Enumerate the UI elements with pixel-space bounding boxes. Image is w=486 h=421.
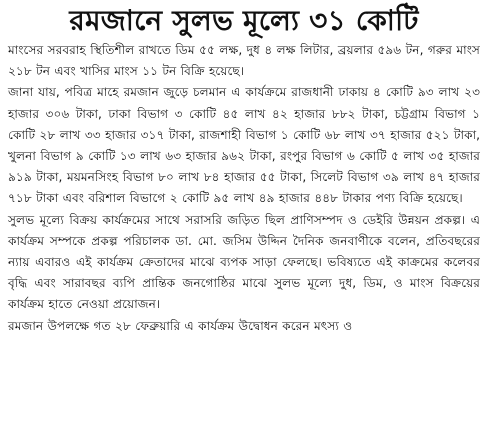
article-body bbox=[8, 40, 480, 337]
paragraph-division-sales: জানা যায়, পবিত্র মাহে রমজান জুড়ে চলমান এ কার্যক্রমে রাজধানী ঢাকায় ৪ কোটি ৯৩ লাখ ২৩ হাজার ৩০৬ টাকা, ঢাকা বিভাগ ৩ কোটি ৪৫ লাখ ৪২ হাজার ৮৮২ টাকা, চট্টগ্রাম বিভাগ ১ কোটি ২৮ লাখ ৩৩ হাজার ৩১৭ টাকা, রাজশাহী বিভাগ ১ কোটি ৬৮ লাখ ৩৭ হাজার ৫২১ টাকা, খুলনা বিভাগ ৯ কোটি ১৩ লাখ ৬৩ হাজার ৯৬২ টাকা, রংপুর বিভাগ ৬ কোটি ৫ লাখ ৩৫ হাজার ৯১৯ টাকা, ময়মনসিংহ বিভাগ ৮০ লাখ ৮৪ হাজার ৫৫ টাকা, সিলেট বিভাগ ৩৯ লাখ ৪৭ হাজার ৭১৮ টাকা এবং বরিশাল বিভাগে ২ কোটি ৯৫ লাখ ৪৯ হাজার ৪৪৮ টাকার পণ্য বিক্রি হয়েছে। bbox=[8, 85, 480, 206]
article-headline: রমজানে সুলভ মূল্যে ৩১ কোটি bbox=[69, 4, 419, 37]
paragraph-project-comment: সুলভ মূল্যে বিক্রয় কার্যক্রমের সাথে সরাসরি জড়িত ছিল প্রাণিসম্পদ ও ডেইরি উন্নয়ন প্রকল্প। এ কার্যক্রম সম্পকে প্রকল্প পরিচালক ডা. মো. জসিম উদ্দিন দৈনিক জনবাণীকে বলেন, প্রতিবছরের ন্যায় এবারও এই কার্যক্রম ক্রেতাদের মাঝে ব্যপক সাড়া ফেলছে। ভবিষ্যতে এই কাক্রমের কলেবর বৃদ্ধি এবং সারাবছর ব্যপি প্রান্তিক জনগোষ্ঠির মাঝে সুলভ মূল্যে দুধ, ডিম, ও মাংস বিক্রয়ের কার্যক্রম হাতে নেওয়া প্রয়োজন। bbox=[8, 212, 480, 312]
paragraph-supply: মাংসের সরবরাহ স্থিতিশীল রাখতে ডিম ৫৫ লক্ষ, দুধ ৪ লক্ষ লিটার, ব্রয়লার ৫৯৬ টন, গরুর মাংস ২১৮ টন এবং খাসির মাংস ১১ টন বিক্রি হয়েছে। bbox=[8, 43, 480, 79]
paragraph-inauguration: রমজান উপলক্ষে গত ২৮ ফেব্রুয়ারি এ কার্যক্রম উদ্বোধন করেন মৎস্য ও bbox=[8, 318, 353, 333]
